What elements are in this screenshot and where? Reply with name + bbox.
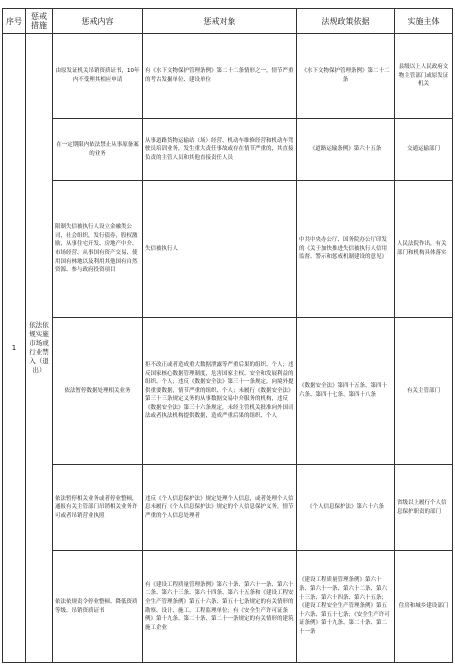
row-content: 依法暂停相关业务或者停业整顿，通报有关主管部门吊销相关业务许可或者吊销营业执照 <box>53 465 143 551</box>
row-target: 违反《个人信息保护法》规定处理个人信息，或者处理个人信息未履行《个人信息保护法》规定的个人信息保护义务，情节严重的个人信息处理者 <box>143 465 297 551</box>
header-seq: 序号 <box>3 9 26 34</box>
row-subject: 住房和城乡建设部门 <box>395 551 453 663</box>
row-content: 由原发证机关吊销资质证书，10年内不受理其相应申请 <box>53 34 143 119</box>
header-measure: 惩戒措施 <box>26 9 53 34</box>
row-basis: 《数据安全法》第四十五条、第四十六条、第四十七条、第四十八条 <box>297 318 395 465</box>
table-row <box>3 34 453 119</box>
row-basis: 《道路运输条例》第六十五条 <box>297 119 395 181</box>
row-subject: 人民法院作出，有关部门和机构具体落实 <box>395 181 453 318</box>
row-subject: 省级以上履行个人信息保护职责的部门 <box>395 465 453 551</box>
row-subject: 交通运输部门 <box>395 119 453 181</box>
header-row <box>3 9 453 34</box>
row-basis: 《个人信息保护法》第六十六条 <box>297 465 395 551</box>
row-basis: 《水下文物保护管理条例》第二十二条 <box>297 34 395 119</box>
table-row <box>3 551 453 663</box>
row-basis: 《建设工程质量管理条例》第六十条、第六十一条、第六十二条、第六十三条、第六十四条、第六十五条；《建设工程安全生产管理条例》第五十六条、第五十七条；《安全生产许可证条例》第十九条、第二十条、第二十一条 <box>297 551 395 663</box>
row-subject: 有关主管部门 <box>395 318 453 465</box>
disciplinary-measures-table <box>2 8 453 663</box>
row-subject: 县级以上人民政府文物主管部门或原发证机关 <box>395 34 453 119</box>
header-content: 惩戒内容 <box>53 9 143 34</box>
table-row <box>3 181 453 318</box>
row-content: 在一定期限内依法禁止从事原备案的业务 <box>53 119 143 181</box>
table-row <box>3 465 453 551</box>
row-content: 依法依规责令停业整顿、降低资质等级、吊销资质证书 <box>53 551 143 663</box>
table-row <box>3 119 453 181</box>
row-target: 拒不改正或者造成重大数据泄露等严重后果的组织、个人；违反国家核心数据管理制度，危害国家主权、安全和发展利益的组织、个人；违反《数据安全法》第三十一条规定，向境外提供重要数据，情节严重的组织、个人；未履行《数据安全法》第三十三条规定义务的从事数据交易中介服务的机构，违反《数据安全法》第三十六条规定，未经主管机关批准向外国司法或者执法机构提供数据，造成严重后果的组织、个人 <box>143 318 297 465</box>
measure-category: 依法依规实施市场或行业禁入（退出） <box>26 34 53 663</box>
row-target: 有《建设工程质量管理条例》第六十条、第六十一条、第六十二条、第六十三条、第六十四条、第六十五条和《建设工程安全生产管理条例》第五十六条、第五十七条规定的有关情形的勘察、设计、施工、工程监理单位；有《安全生产许可证条例》第十九条、第二十条、第二十一条规定的有关情形的建筑施工企业 <box>143 551 297 663</box>
table-row <box>3 318 453 465</box>
row-content: 限制失信被执行人设立金融类公司，社会组织，发行债券，股权激励，从事住宅开发、房地产中介、市场经营、从事国有资产交易、使用国有林地以及利用其他国有自然资源、参与政府投资项目 <box>53 181 143 318</box>
header-target: 惩戒对象 <box>143 9 297 34</box>
row-target: 从事道路货物运输站（场）经营、机动车维修经营和机动车驾驶员培训业务，发生重大责任事故或存在情节严重的，其直接负责的主管人员和其他直接责任人员 <box>143 119 297 181</box>
row-content: 依法暂停数据处理相关业务 <box>53 318 143 465</box>
row-target: 有《水下文物保护管理条例》第二十二条情形之一，情节严重的考古发掘单位、建设单位 <box>143 34 297 119</box>
row-basis: 中共中央办公厅、国务院办公厅印发的《关于加快推进失信被执行人信用监督、警示和惩戒机制建设的意见》 <box>297 181 395 318</box>
header-basis: 法规政策依据 <box>297 9 395 34</box>
row-target: 失信被执行人 <box>143 181 297 318</box>
header-subject: 实施主体 <box>395 9 453 34</box>
seq-number: 1 <box>3 34 26 663</box>
